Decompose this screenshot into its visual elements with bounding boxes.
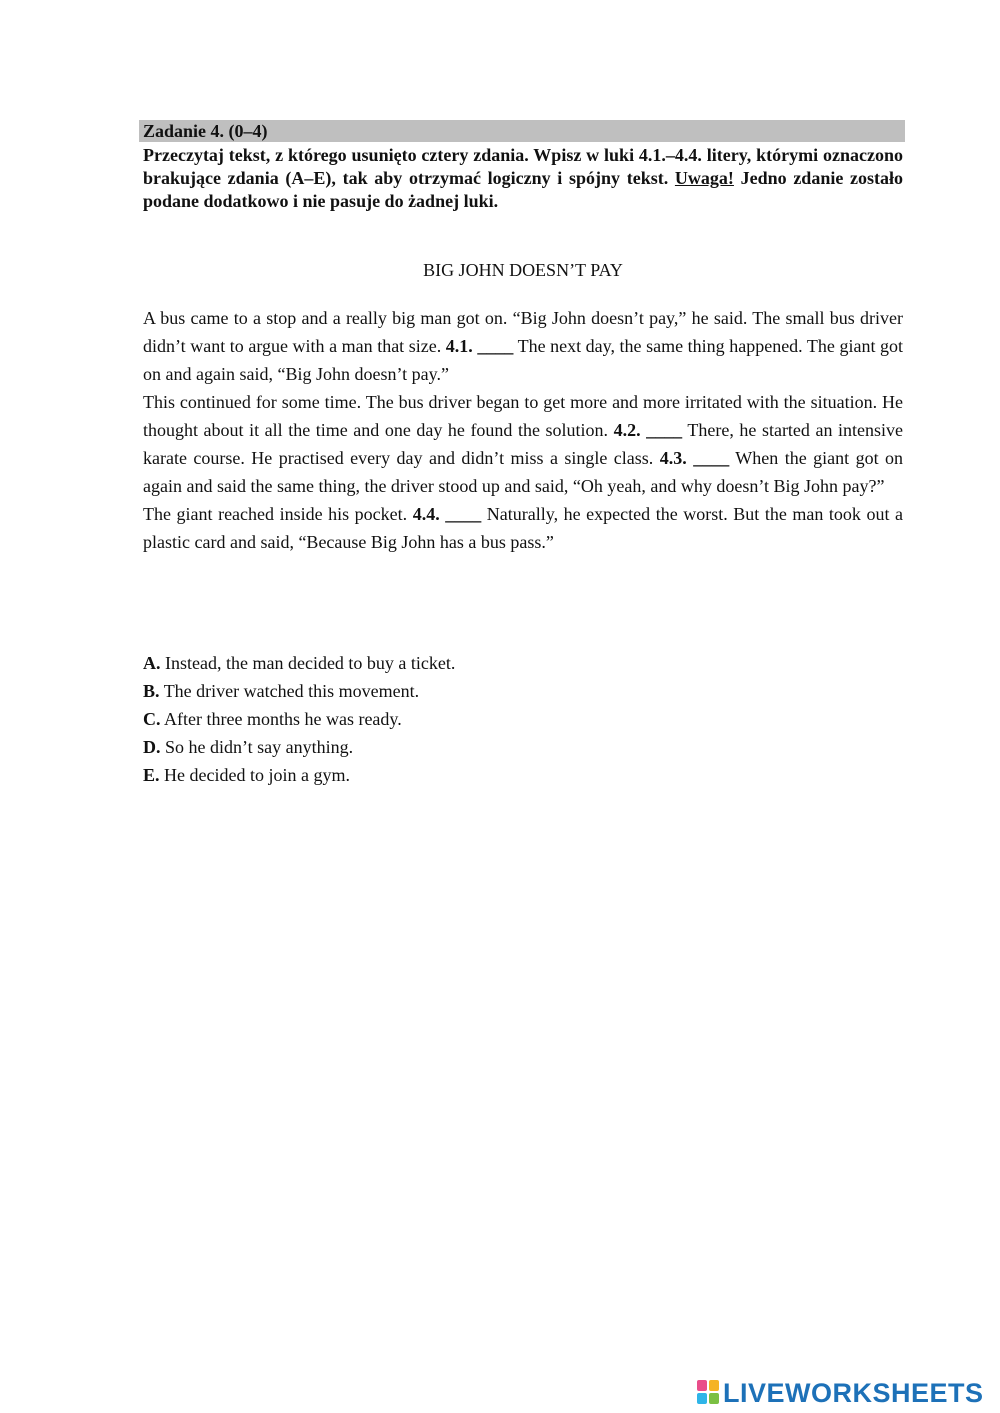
note-label: Uwaga! [674, 168, 734, 188]
option-e [143, 761, 903, 789]
option-d [143, 733, 903, 761]
option-text: The driver watched this movement. [159, 681, 420, 701]
option-c [143, 705, 903, 733]
option-text: He decided to join a gym. [159, 765, 350, 785]
gap-4-3-blank[interactable]: ____ [693, 448, 730, 468]
option-a [143, 649, 903, 677]
liveworksheets-logo[interactable] [697, 1376, 984, 1410]
story-paragraph-1 [143, 304, 903, 388]
story-paragraph-2 [143, 388, 903, 500]
gap-4-4-label: 4.4. [412, 504, 440, 524]
option-text: Instead, the man decided to buy a ticket. [160, 653, 456, 673]
option-letter: D. [143, 737, 161, 757]
option-b [143, 677, 903, 705]
story-text-segment: The next day, the same thing happened. The giant got on and again said, “Big John doesn’t pay.” [143, 336, 904, 384]
story-text-segment: There, he started an intensive karate course. He practised every day and didn’t miss a single class. [143, 420, 904, 468]
gap-4-3-label: 4.3. [659, 448, 687, 468]
option-letter: E. [143, 765, 160, 785]
gap-4-1-blank[interactable]: ____ [477, 336, 514, 356]
story-title: BIG JOHN DOESN’T PAY [423, 260, 623, 280]
logo-text: LIVEWORKSHEETS [723, 1377, 984, 1408]
option-text: So he didn’t say anything. [160, 737, 354, 757]
story-text [143, 304, 903, 556]
answer-options [143, 649, 903, 789]
option-text: After three months he was ready. [160, 709, 402, 729]
liveworksheets-logo-icon [697, 1380, 721, 1406]
story-text-segment: This continued for some time. The bus driver began to get more and more irritated with the situation. He thought about it all the time and one day he found the solution. [143, 392, 903, 440]
story-paragraph-3 [143, 500, 903, 556]
option-letter: A. [143, 653, 161, 673]
option-letter: B. [143, 681, 160, 701]
story-text-segment: Naturally, he expected the worst. But the man took out a plastic card and said, “Because Big John has a bus pass.” [143, 504, 903, 552]
gap-4-2-label: 4.2. [613, 420, 641, 440]
instructions-text: Przeczytaj tekst, z którego usunięto cztery zdania. Wpisz w luki 4.1.–4.4. litery, którymi oznaczono brakujące zdania (A–E), tak aby otrzymać logiczny i spójny tekst. [143, 145, 903, 188]
story-text-segment: The giant reached inside his pocket. [143, 504, 413, 524]
gap-4-1-label: 4.1. [445, 336, 473, 356]
story-text-segment: When the giant got on again and said the same thing, the driver stood up and said, “Oh yeah, and why doesn’t Big John pay?” [143, 448, 904, 496]
option-letter: C. [143, 709, 161, 729]
task-instructions [143, 144, 903, 213]
task-header: Zadanie 4. (0–4) [139, 120, 905, 142]
story-text-segment: A bus came to a stop and a really big man got on. “Big John doesn’t pay,” he said. The small bus driver didn’t want to argue with a man that size. [143, 308, 903, 356]
gap-4-2-blank[interactable]: ____ [646, 420, 683, 440]
gap-4-4-blank[interactable]: ____ [445, 504, 482, 524]
note-text: Jedno zdanie zostało podane dodatkowo i nie pasuje do żadnej luki. [143, 168, 903, 211]
